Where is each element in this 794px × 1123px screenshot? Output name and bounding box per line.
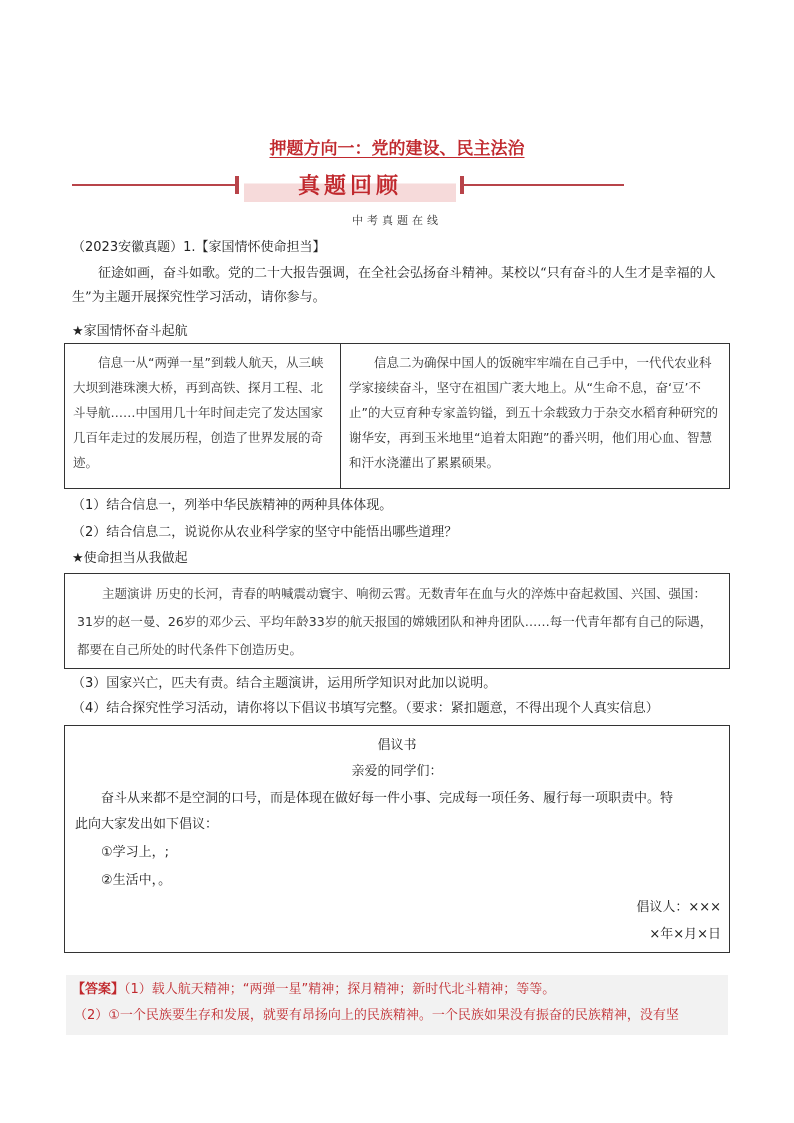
info-cell-2: 信息二为确保中国人的饭碗牢牢端在自己手中，一代代农业科学家接续奋斗，坚守在祖国广袤大地上。从“生命不息，奋‘豆’不止”的大豆育种专家盖钧镒，到五十余载致力于杂交水稻育种研究的谢华安，再到玉米地里“追着太阳跑”的番兴明，他们用心血、智慧和汗水浇灌出了累累硕果。 — [349, 355, 718, 470]
banner-plate — [244, 168, 456, 202]
answer-label: 【答案】 — [72, 982, 125, 997]
answer-line-2: （2）①一个民族要生存和发展，就要有昂扬向上的民族精神。一个民族如果没有振奋的民族精神，没有坚 — [74, 1008, 679, 1023]
question-2: （2）结合信息二，说说你从农业科学家的坚守中能悟出哪些道理？ — [72, 525, 458, 540]
question-4: （4）结合探究性学习活动，请你将以下倡议书填写完整。（要求：紧扣题意，不得出现个人真实信息） — [72, 701, 659, 716]
question-intro: 征途如画，奋斗如歌。党的二十大报告强调，在全社会弘扬奋斗精神。某校以“只有奋斗的人生才是幸福的人生”为主题开展探究性学习活动，请你参与。 — [72, 266, 716, 305]
answer-text-1: （1）载人航天精神；“两弹一星”精神；探月精神；新时代北斗精神；等等。 — [124, 982, 556, 997]
proposal-greeting: 亲爱的同学们： — [351, 764, 443, 779]
proposal-body-line-1: 奋斗从来都不是空洞的口号，而是体现在做好每一件小事、完成每一项任务、履行每一项职责中。特 — [101, 791, 674, 806]
answer-line-1 — [72, 978, 555, 997]
banner-bar-left — [235, 176, 239, 194]
page-title: 押题方向一：党的建设、民主法治 — [269, 139, 525, 159]
answer-area — [66, 975, 728, 1035]
info-table — [64, 343, 730, 489]
proposal-title: 倡议书 — [377, 738, 417, 753]
subheading: 中考真题在线 — [352, 214, 442, 227]
question-1: （1）结合信息一，列举中华民族精神的两种具体体现。 — [72, 498, 393, 513]
banner-line-left — [72, 184, 235, 186]
proposal-body-line-2: 此向大家发出如下倡议： — [75, 817, 219, 832]
speech-box: 主题演讲 历史的长河，青春的呐喊震动寰宇、响彻云霄。无数青年在血与火的淬炼中奋起救国、兴国、强国：31岁的赵一曼、26岁的邓少云、平均年龄33岁的航天报国的嫦娥团队和神舟团队……每一代青年都有自己的际遇，都要在自己所处的时代条件下创造历史。 — [64, 573, 730, 669]
proposal-date: ×年×月×日 — [649, 927, 721, 942]
proposal-signer: 倡议人：××× — [636, 900, 721, 915]
proposal-item-1[interactable]: ①学习上，; — [101, 845, 170, 860]
question-3: （3）国家兴亡，匹夫有责。结合主题演讲，运用所学知识对此加以说明。 — [72, 676, 497, 691]
section-heading-2: ★使命担当从我做起 — [72, 551, 188, 566]
banner-title: 真题回顾 — [297, 173, 402, 199]
question-source: （2023安徽真题）1.【家国情怀使命担当】 — [72, 240, 326, 255]
section-heading-1: ★家国情怀奋斗起航 — [72, 324, 188, 339]
banner-line-right — [464, 184, 624, 186]
proposal-box — [64, 725, 730, 953]
section-banner — [72, 168, 624, 204]
proposal-item-2[interactable]: ②生活中，。 — [101, 873, 172, 888]
info-cell-1: 信息一从“两弹一星”到载人航天，从三峡大坝到港珠澳大桥，再到高铁、探月工程、北斗导航……中国用几十年时间走完了发达国家几百年走过的发展历程，创造了世界发展的奇迹。 — [65, 344, 341, 488]
